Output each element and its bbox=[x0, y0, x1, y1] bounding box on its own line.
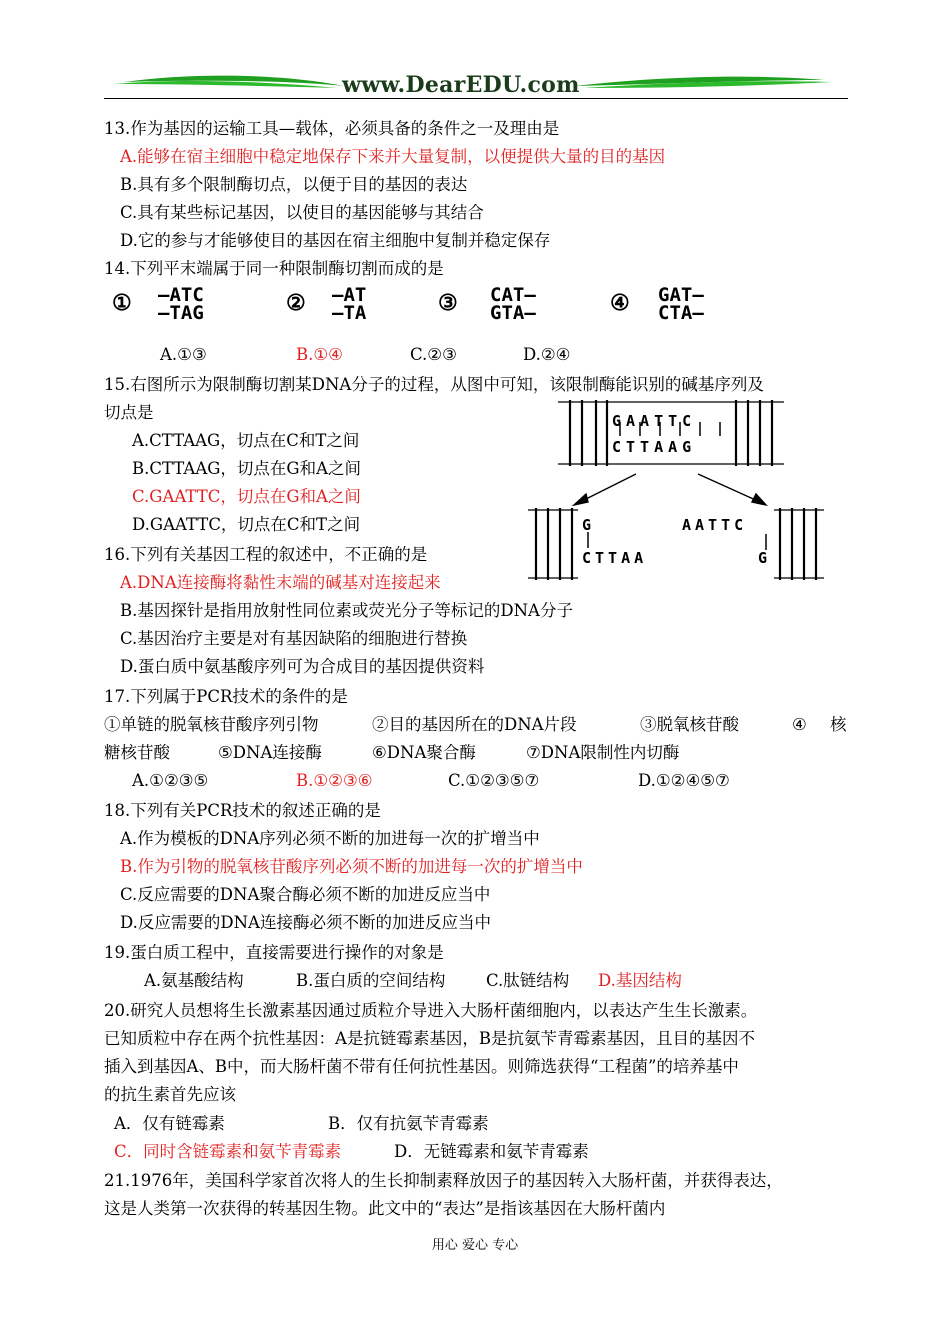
q14-option-c: C.②③ bbox=[410, 345, 457, 364]
q15-stem-line2: 切点是 bbox=[104, 403, 154, 422]
q21-stem-line1: 21.1976年，美国科学家首次将人的生长抑制素释放因子的基因转入大肠杆菌，并获得表达， bbox=[104, 1171, 783, 1190]
q18-option-d: D.反应需要的DNA连接酶必须不断的加进反应当中 bbox=[120, 913, 491, 932]
q20-option-d: D．无链霉素和氨苄青霉素 bbox=[394, 1142, 589, 1161]
q14-item4-number: ④ bbox=[610, 290, 630, 316]
q16-option-d: D.蛋白质中氨基酸序列可为合成目的基因提供资料 bbox=[120, 657, 485, 676]
q17-condition-7: ⑦DNA限制性内切酶 bbox=[526, 743, 680, 762]
q17-condition-4b: 核 bbox=[830, 715, 847, 734]
q17-option-a: A.①②③⑤ bbox=[132, 771, 209, 790]
q13-option-c: C.具有某些标记基因，以使目的基因能够与其结合 bbox=[120, 203, 484, 222]
q16-stem: 16.下列有关基因工程的叙述中，不正确的是 bbox=[104, 545, 428, 564]
q14-option-a: A.①③ bbox=[160, 345, 207, 364]
q17-option-b: B.①②③⑥ bbox=[296, 771, 373, 790]
figure-top-sequence: GAATTC bbox=[612, 412, 697, 430]
q19-option-a: A.氨基酸结构 bbox=[144, 971, 244, 990]
figure-left-bottom-sequence: CTTAA bbox=[582, 549, 648, 567]
q14-item2-top: —AT bbox=[332, 284, 367, 306]
dna-strand-diagram bbox=[528, 398, 828, 584]
q20-option-a: A．仅有链霉素 bbox=[114, 1114, 225, 1133]
q18-stem: 18.下列有关PCR技术的叙述正确的是 bbox=[104, 801, 381, 820]
q17-condition-2: ②目的基因所在的DNA片段 bbox=[372, 715, 577, 734]
q20-stem-line4: 的抗生素首先应该 bbox=[104, 1085, 236, 1104]
q18-option-b: B.作为引物的脱氧核苷酸序列必须不断的加进每一次的扩增当中 bbox=[120, 857, 583, 876]
q18-option-a: A.作为模板的DNA序列必须不断的加进每一次的扩增当中 bbox=[120, 829, 540, 848]
q15-option-a: A.CTTAAG，切点在C和T之间 bbox=[132, 431, 360, 450]
q14-item3-bottom: GTA— bbox=[490, 302, 536, 324]
q15-option-d: D.GAATTC，切点在C和T之间 bbox=[132, 515, 361, 534]
q14-item4-bottom: CTA— bbox=[658, 302, 704, 324]
q15-stem-line1: 15.右图所示为限制酶切割某DNA分子的过程，从图中可知，该限制酶能识别的碱基序列及 bbox=[104, 375, 764, 394]
q13-option-d: D.它的参与才能够使目的基因在宿主细胞中复制并稳定保存 bbox=[120, 231, 551, 250]
q19-option-b: B.蛋白质的空间结构 bbox=[296, 971, 446, 990]
q17-condition-1: ①单链的脱氧核苷酸序列引物 bbox=[104, 715, 319, 734]
q14-item1-number: ① bbox=[112, 290, 132, 316]
q16-option-a: A.DNA连接酶将黏性末端的碱基对连接起来 bbox=[120, 573, 441, 592]
q21-stem-line2: 这是人类第一次获得的转基因生物。此文中的“表达”是指该基因在大肠杆菌内 bbox=[104, 1199, 666, 1218]
q14-item4-top: GAT— bbox=[658, 284, 704, 306]
header-divider bbox=[104, 98, 848, 99]
page-footer: 用心 爱心 专心 bbox=[431, 1238, 519, 1253]
q17-condition-4c: 糖核苷酸 bbox=[104, 743, 170, 762]
figure-right-top-sequence: AATTC bbox=[682, 516, 748, 534]
q20-option-b: B．仅有抗氨苄青霉素 bbox=[328, 1114, 489, 1133]
q17-condition-4a: ④ bbox=[792, 715, 807, 734]
q19-option-c: C.肽链结构 bbox=[486, 971, 570, 990]
q14-stem: 14.下列平末端属于同一种限制酶切割而成的是 bbox=[104, 259, 444, 278]
q13-option-a: A.能够在宿主细胞中稳定地保存下来并大量复制，以便提供大量的目的基因 bbox=[120, 147, 666, 166]
dna-restriction-figure bbox=[528, 398, 828, 584]
q17-condition-6: ⑥DNA聚合酶 bbox=[372, 743, 476, 762]
q17-condition-5: ⑤DNA连接酶 bbox=[218, 743, 322, 762]
q20-option-c: C．同时含链霉素和氨苄青霉素 bbox=[114, 1142, 342, 1161]
q16-option-b: B.基因探针是指用放射性同位素或荧光分子等标记的DNA分子 bbox=[120, 601, 573, 620]
q14-item1-bottom: —TAG bbox=[158, 302, 204, 324]
q14-item2-bottom: —TA bbox=[332, 302, 367, 324]
q14-item3-number: ③ bbox=[438, 290, 458, 316]
figure-left-top-base: G bbox=[582, 516, 592, 534]
q14-option-b: B.①④ bbox=[296, 345, 343, 364]
q19-option-d: D.基因结构 bbox=[598, 971, 682, 990]
figure-bottom-sequence: CTTAAG bbox=[612, 438, 697, 456]
q14-option-d: D.②④ bbox=[523, 345, 571, 364]
q20-stem-line2: 已知质粒中存在两个抗性基因：A是抗链霉素基因，B是抗氨苄青霉素基因，且目的基因不 bbox=[104, 1029, 756, 1048]
figure-right-bottom-base: G bbox=[758, 549, 768, 567]
q16-option-c: C.基因治疗主要是对有基因缺陷的细胞进行替换 bbox=[120, 629, 468, 648]
q13-option-b: B.具有多个限制酶切点，以便于目的基因的表达 bbox=[120, 175, 468, 194]
q14-item3-top: CAT— bbox=[490, 284, 536, 306]
q20-stem-line3: 插入到基因A、B中，而大肠杆菌不带有任何抗性基因。则筛选获得“工程菌”的培养基中 bbox=[104, 1057, 739, 1076]
q15-option-b: B.CTTAAG，切点在G和A之间 bbox=[132, 459, 362, 478]
site-logo-text: www.DearEDU.com bbox=[342, 72, 580, 98]
q19-stem: 19.蛋白质工程中，直接需要进行操作的对象是 bbox=[104, 943, 444, 962]
q17-condition-3: ③脱氧核苷酸 bbox=[640, 715, 739, 734]
q17-option-d: D.①②④⑤⑦ bbox=[638, 771, 730, 790]
q20-stem-line1: 20.研究人员想将生长激素基因通过质粒介导进入大肠杆菌细胞内，以表达产生生长激素。 bbox=[104, 1001, 758, 1020]
q17-stem: 17.下列属于PCR技术的条件的是 bbox=[104, 687, 348, 706]
q15-option-c: C.GAATTC，切点在G和A之间 bbox=[132, 487, 361, 506]
q14-item2-number: ② bbox=[286, 290, 306, 316]
q13-stem: 13.作为基因的运输工具—载体，必须具备的条件之一及理由是 bbox=[104, 119, 560, 138]
q17-option-c: C.①②③⑤⑦ bbox=[448, 771, 540, 790]
q14-item1-top: —ATC bbox=[158, 284, 204, 306]
q18-option-c: C.反应需要的DNA聚合酶必须不断的加进反应当中 bbox=[120, 885, 491, 904]
